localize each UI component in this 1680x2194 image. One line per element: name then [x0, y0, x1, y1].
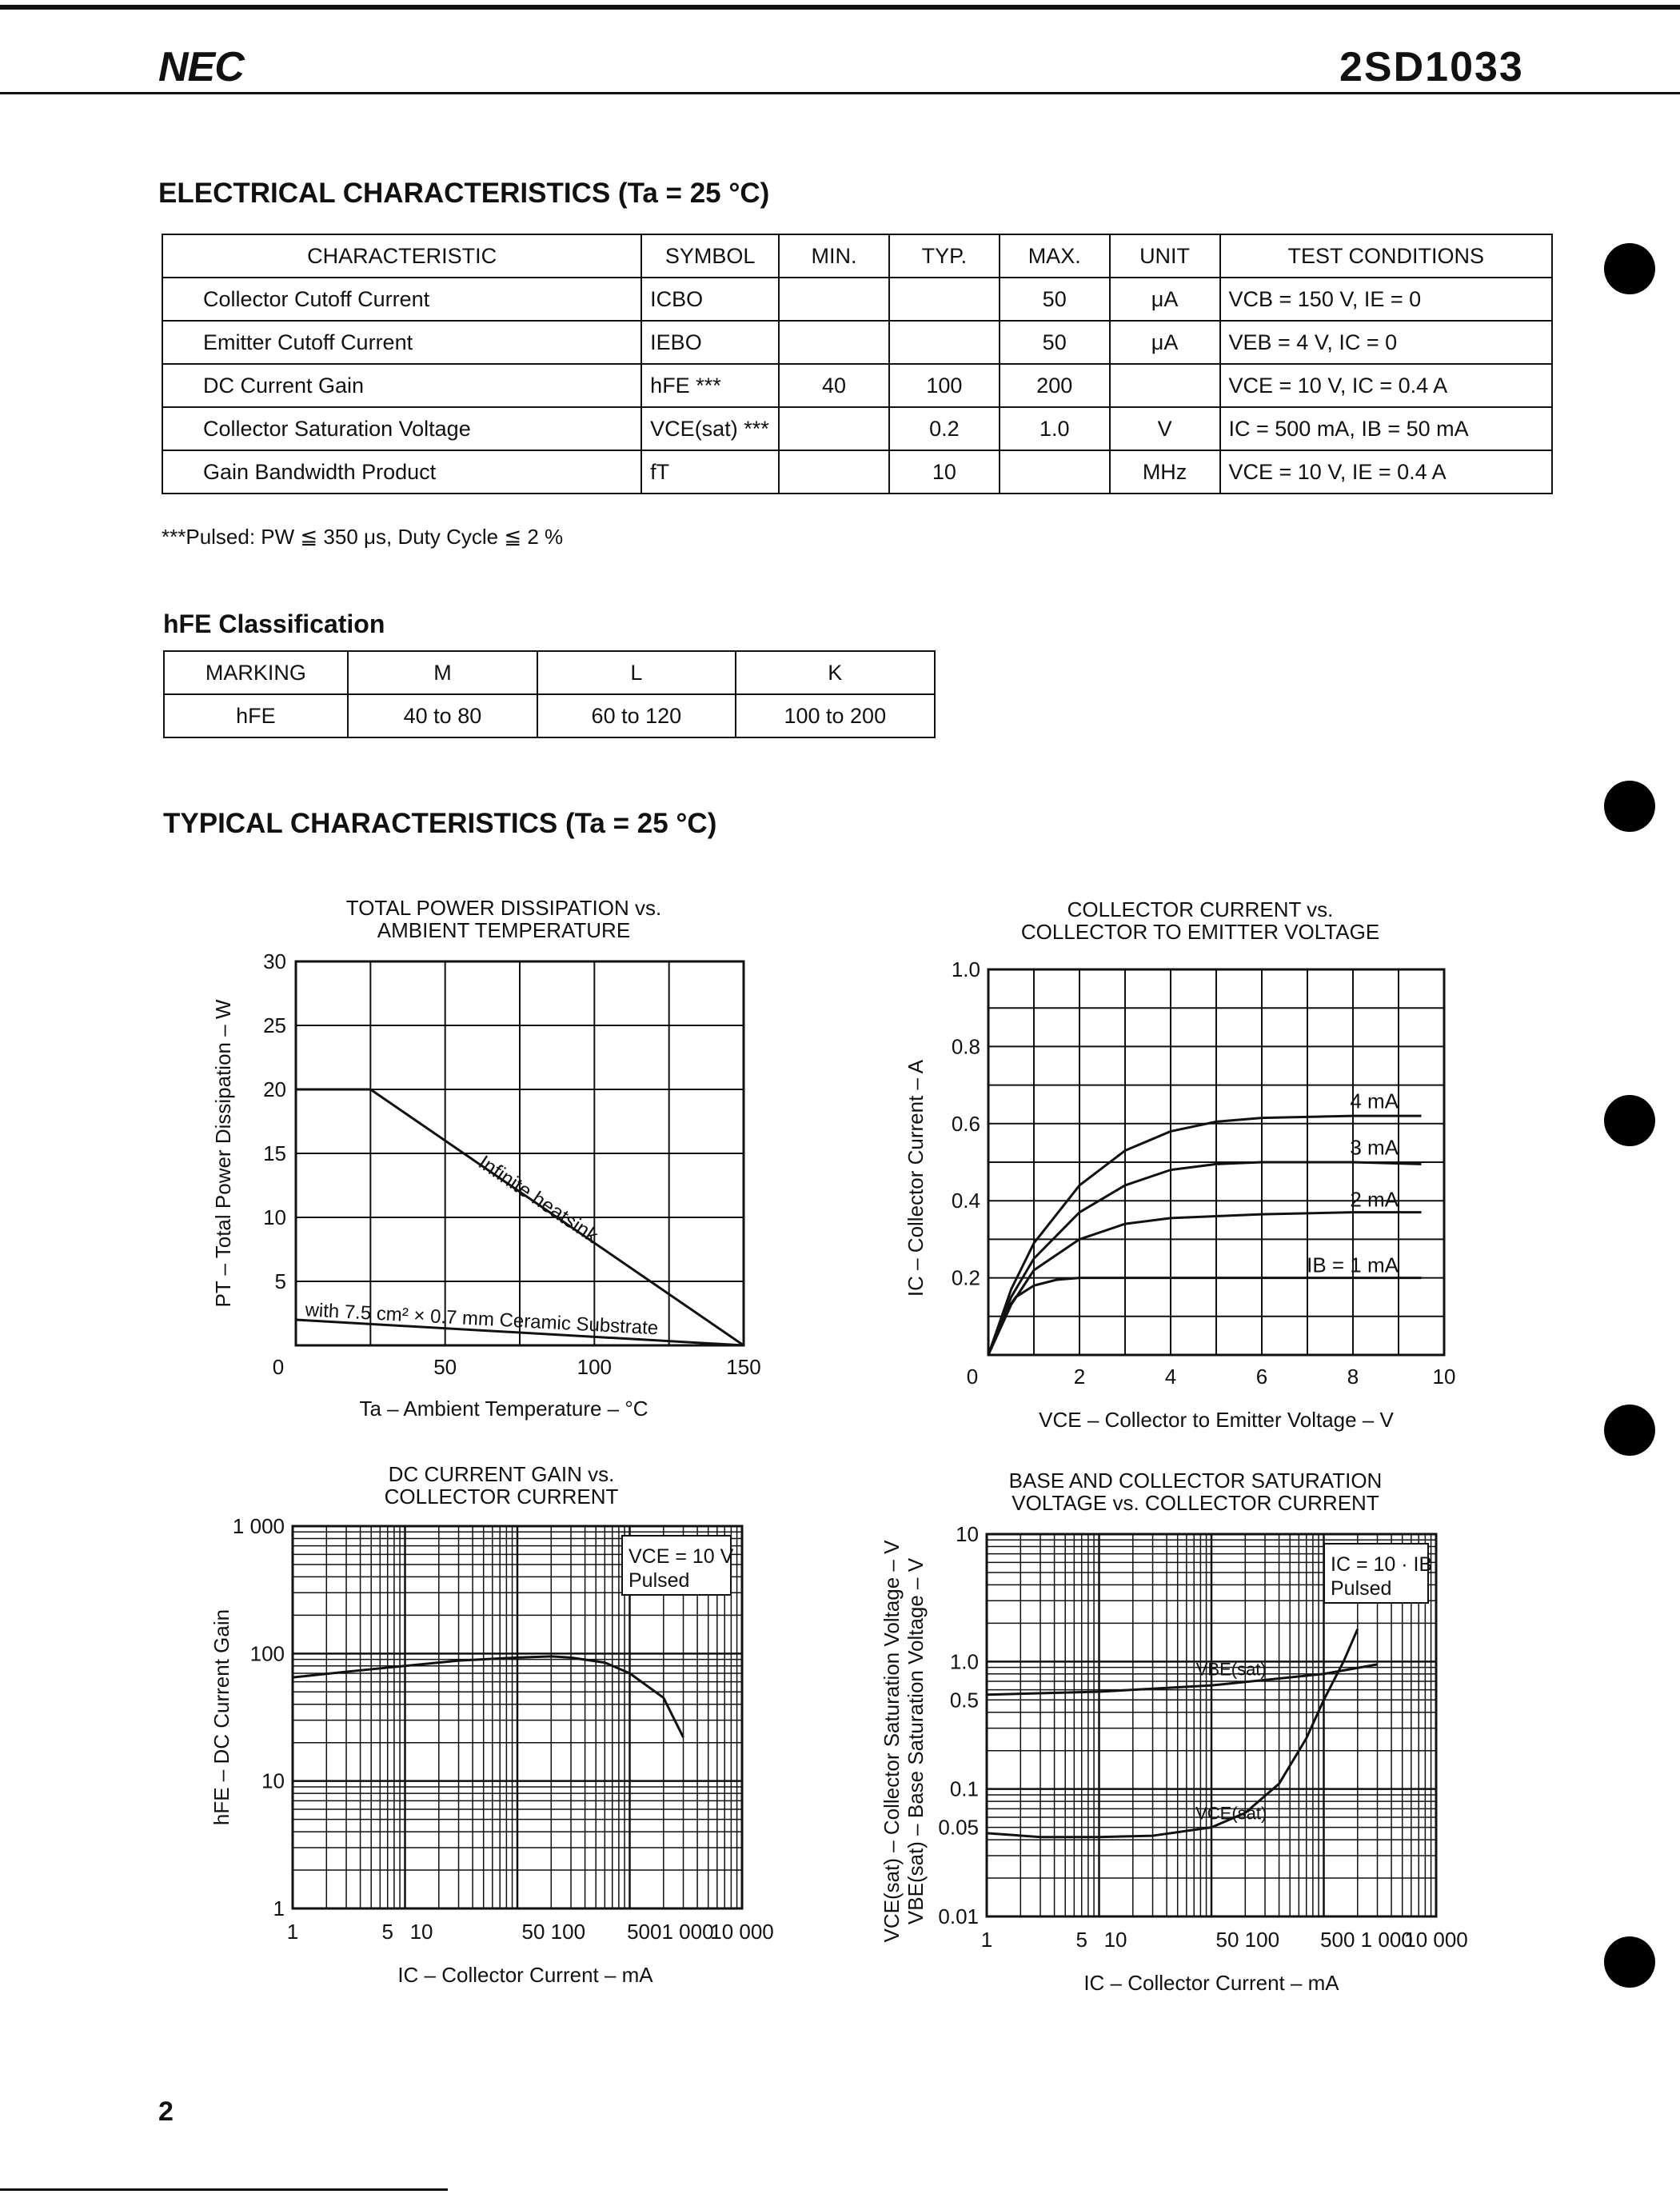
- pulsed-footnote: ***Pulsed: PW ≦ 350 μs, Duty Cycle ≦ 2 %: [162, 525, 564, 549]
- cell: fT: [641, 450, 779, 494]
- x-tick-label: 50: [433, 1355, 457, 1379]
- chart-title: COLLECTOR CURRENT: [384, 1485, 619, 1509]
- cell: hFE ***: [641, 364, 779, 407]
- x-axis-label: IC – Collector Current – mA: [1083, 1971, 1339, 1995]
- table-row: [162, 450, 1552, 494]
- cell: [1000, 450, 1110, 494]
- cell: 50: [1000, 278, 1110, 321]
- part-number: 2SD1033: [1339, 44, 1524, 90]
- y-tick-label: 10: [956, 1522, 979, 1546]
- legend-text: Pulsed: [1331, 1577, 1392, 1600]
- x-tick-label: 500 1 000: [1320, 1928, 1413, 1952]
- legend-text: Pulsed: [629, 1569, 690, 1592]
- electrical-header-row: [162, 234, 1552, 278]
- table-row: [162, 407, 1552, 450]
- col-header: MAX.: [1000, 234, 1110, 278]
- typical-title: TYPICAL CHARACTERISTICS (Ta = 25 °C): [163, 808, 717, 839]
- series-label: IB = 1 mA: [1307, 1253, 1399, 1277]
- cell: VCE(sat) ***: [641, 407, 779, 450]
- cell: VCE = 10 V, IC = 0.4 A: [1220, 364, 1553, 407]
- cell: 100 to 200: [736, 694, 935, 737]
- typical-charts: [0, 880, 1680, 2016]
- cell: DC Current Gain: [162, 364, 641, 407]
- col-header: M: [348, 651, 537, 694]
- y-tick-label: 20: [263, 1077, 286, 1101]
- x-tick-label: 1: [980, 1928, 993, 1952]
- legend-text: IC = 10 · IB: [1331, 1553, 1433, 1576]
- y-tick-label: 0.5: [949, 1688, 979, 1712]
- y-axis-label: hFE – DC Current Gain: [210, 1609, 233, 1826]
- chart-title: TOTAL POWER DISSIPATION vs.: [345, 896, 662, 920]
- col-header: TEST CONDITIONS: [1220, 234, 1553, 278]
- chart-title: DC CURRENT GAIN vs.: [388, 1462, 615, 1486]
- col-header: SYMBOL: [641, 234, 779, 278]
- y-axis-label: VBE(sat) – Base Saturation Voltage – V: [904, 1557, 928, 1925]
- y-tick-label: 0.6: [951, 1111, 980, 1136]
- col-header: MIN.: [779, 234, 889, 278]
- y-axis-label: IC – Collector Current – A: [904, 1059, 928, 1297]
- x-tick-label: 0: [272, 1355, 285, 1379]
- series-label: with 7.5 cm² × 0.7 mm Ceramic Substrate: [304, 1299, 659, 1340]
- y-tick-label: 10: [261, 1768, 285, 1793]
- x-tick-label: 150: [726, 1355, 761, 1379]
- x-axis-label: VCE – Collector to Emitter Voltage – V: [1039, 1408, 1394, 1432]
- x-tick-label: 10 000: [710, 1920, 774, 1944]
- x-tick-label: 0: [966, 1365, 979, 1389]
- cell: 50: [1000, 321, 1110, 364]
- cell: [889, 321, 1000, 364]
- series-label: 4 mA: [1350, 1089, 1399, 1113]
- y-tick-label: 5: [274, 1269, 286, 1293]
- y-tick-label: 1.0: [949, 1649, 979, 1674]
- cell: [1110, 364, 1220, 407]
- cell: 10: [889, 450, 1000, 494]
- x-tick-label: 10 000: [1404, 1928, 1468, 1952]
- series-label: VBE(sat): [1195, 1659, 1267, 1680]
- cell: Collector Cutoff Current: [162, 278, 641, 321]
- y-tick-label: 0.2: [951, 1265, 980, 1290]
- hfe-classification-title: hFE Classification: [163, 609, 385, 638]
- cell: [779, 321, 889, 364]
- series-line: [987, 1629, 1358, 1837]
- y-tick-label: 0.05: [938, 1815, 979, 1840]
- hfe-classification-table: [163, 650, 936, 738]
- nec-logo: NEC: [158, 44, 244, 90]
- x-tick-label: 10: [409, 1920, 433, 1944]
- y-tick-label: 30: [263, 949, 286, 973]
- x-tick-label: 5: [381, 1920, 393, 1944]
- x-tick-label: 2: [1073, 1365, 1086, 1389]
- cell: [779, 407, 889, 450]
- cell: IC = 500 mA, IB = 50 mA: [1220, 407, 1553, 450]
- series-label: VCE(sat): [1195, 1803, 1267, 1824]
- x-tick-label: 50 100: [1215, 1928, 1280, 1952]
- cell: 0.2: [889, 407, 1000, 450]
- cell: VEB = 4 V, IC = 0: [1220, 321, 1553, 364]
- binder-hole: [1604, 1095, 1655, 1146]
- cell: 1.0: [1000, 407, 1110, 450]
- cell: 60 to 120: [537, 694, 735, 737]
- page-number: 2: [158, 2096, 174, 2127]
- binder-hole: [1604, 781, 1655, 832]
- table-row: [164, 694, 935, 737]
- y-tick-label: 10: [263, 1205, 286, 1229]
- x-tick-label: 100: [577, 1355, 613, 1379]
- y-tick-label: 1: [273, 1896, 285, 1920]
- electrical-title: ELECTRICAL CHARACTERISTICS (Ta = 25 °C): [158, 178, 770, 209]
- bottom-rule: [0, 2188, 448, 2191]
- col-header: L: [537, 651, 735, 694]
- cell: [889, 278, 1000, 321]
- x-tick-label: 10: [1103, 1928, 1127, 1952]
- cell: VCB = 150 V, IE = 0: [1220, 278, 1553, 321]
- y-tick-label: 25: [263, 1013, 286, 1037]
- hfe-header-row: [164, 651, 935, 694]
- y-tick-label: 1.0: [951, 957, 980, 981]
- chart-title: COLLECTOR TO EMITTER VOLTAGE: [1020, 920, 1380, 944]
- x-tick-label: 1: [286, 1920, 299, 1944]
- col-header: TYP.: [889, 234, 1000, 278]
- col-header: MARKING: [164, 651, 348, 694]
- x-tick-label: 4: [1164, 1365, 1177, 1389]
- y-axis-label: VCE(sat) – Collector Saturation Voltage – V: [880, 1540, 904, 1943]
- binder-hole: [1604, 243, 1655, 294]
- series-label: 2 mA: [1350, 1187, 1399, 1212]
- cell: 200: [1000, 364, 1110, 407]
- cell: IEBO: [641, 321, 779, 364]
- cell: Collector Saturation Voltage: [162, 407, 641, 450]
- x-tick-label: 8: [1347, 1365, 1359, 1389]
- x-tick-label: 6: [1255, 1365, 1268, 1389]
- cell: 100: [889, 364, 1000, 407]
- cell: hFE: [164, 694, 348, 737]
- table-row: [162, 278, 1552, 321]
- y-tick-label: 0.1: [949, 1776, 979, 1801]
- chart-title: BASE AND COLLECTOR SATURATION: [1008, 1469, 1383, 1493]
- cell: Emitter Cutoff Current: [162, 321, 641, 364]
- legend-text: VCE = 10 V: [629, 1545, 734, 1568]
- table-row: [162, 321, 1552, 364]
- binder-hole: [1604, 1405, 1655, 1456]
- cell: 40 to 80: [348, 694, 537, 737]
- x-axis-label: IC – Collector Current – mA: [397, 1963, 653, 1987]
- col-header: UNIT: [1110, 234, 1220, 278]
- cell: [779, 450, 889, 494]
- table-row: [162, 364, 1552, 407]
- x-tick-label: 5: [1075, 1928, 1087, 1952]
- cell: Gain Bandwidth Product: [162, 450, 641, 494]
- cell: VCE = 10 V, IE = 0.4 A: [1220, 450, 1553, 494]
- chart-title: VOLTAGE vs. COLLECTOR CURRENT: [1012, 1491, 1379, 1515]
- series-label: 3 mA: [1350, 1135, 1399, 1160]
- cell: μA: [1110, 278, 1220, 321]
- header-rule: [0, 92, 1680, 94]
- y-tick-label: 0.01: [938, 1904, 979, 1928]
- cell: [779, 278, 889, 321]
- x-tick-label: 10: [1432, 1365, 1456, 1389]
- y-tick-label: 0.8: [951, 1034, 980, 1059]
- col-header: K: [736, 651, 935, 694]
- cell: MHz: [1110, 450, 1220, 494]
- y-tick-label: 1 000: [232, 1514, 285, 1538]
- y-tick-label: 0.4: [951, 1189, 980, 1213]
- top-rule: [0, 5, 1680, 10]
- chart-title: COLLECTOR CURRENT vs.: [1067, 897, 1334, 921]
- x-tick-label: 5001 000: [627, 1920, 714, 1944]
- series-label: Infinite heatsink: [474, 1151, 602, 1248]
- chart-title: AMBIENT TEMPERATURE: [377, 918, 631, 942]
- y-axis-label: PT – Total Power Dissipation – W: [211, 999, 235, 1308]
- cell: μA: [1110, 321, 1220, 364]
- x-axis-label: Ta – Ambient Temperature – °C: [359, 1397, 648, 1421]
- y-tick-label: 100: [249, 1641, 285, 1666]
- y-tick-label: 15: [263, 1141, 286, 1165]
- x-tick-label: 50 100: [521, 1920, 586, 1944]
- col-header: CHARACTERISTIC: [162, 234, 641, 278]
- cell: V: [1110, 407, 1220, 450]
- cell: 40: [779, 364, 889, 407]
- binder-hole: [1604, 1936, 1655, 1988]
- cell: ICBO: [641, 278, 779, 321]
- series-line: [988, 1213, 1422, 1355]
- electrical-table: [162, 234, 1553, 494]
